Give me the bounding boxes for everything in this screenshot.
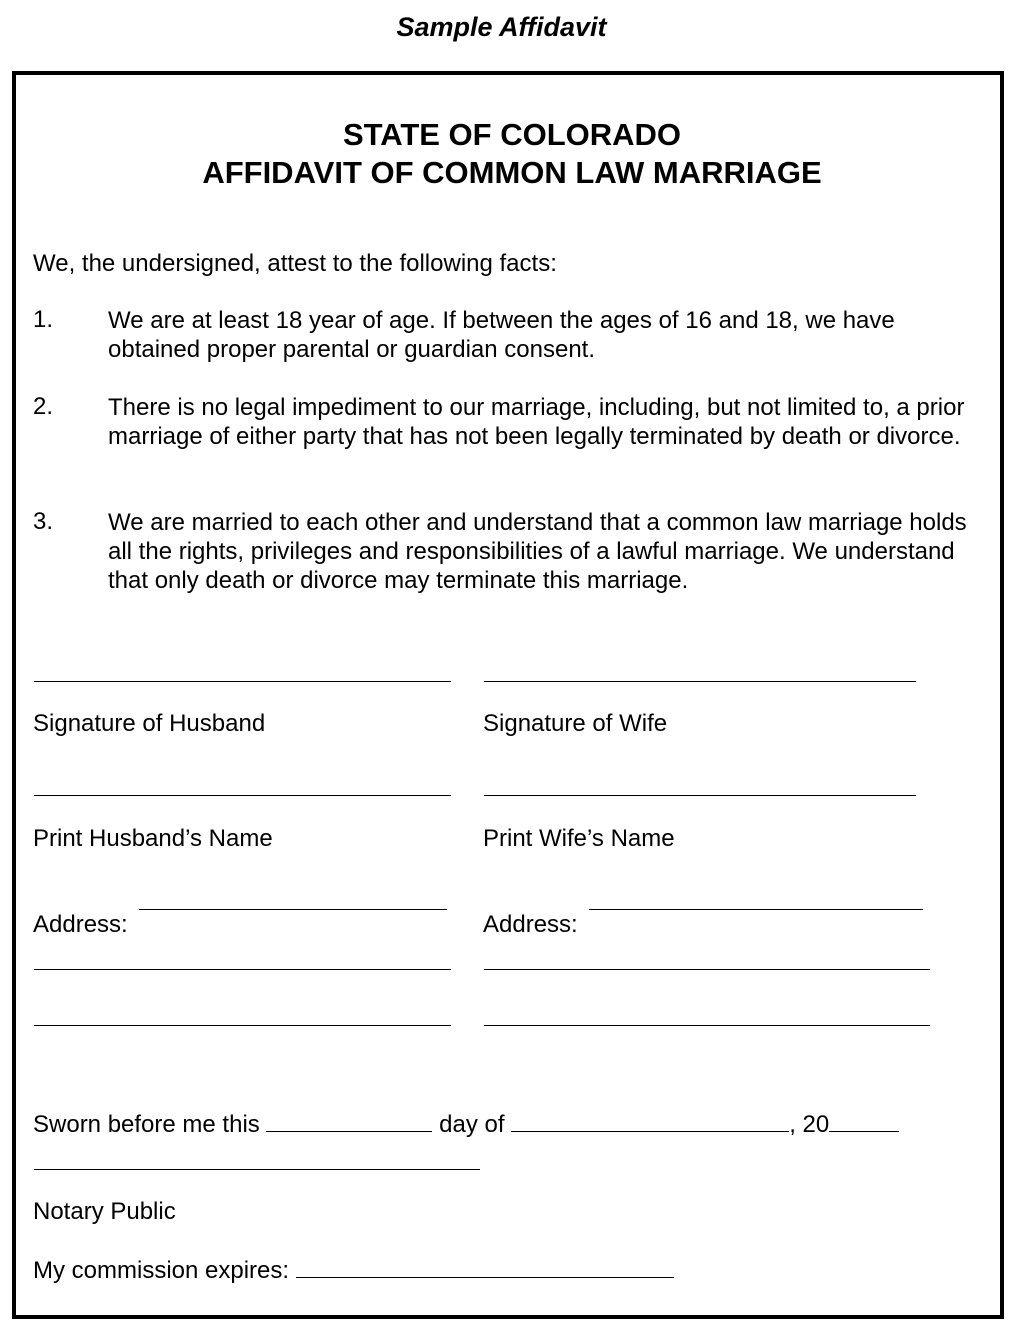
item-number: 3.	[33, 508, 54, 535]
husband-address-line-3[interactable]	[34, 1025, 451, 1026]
sworn-month-blank[interactable]	[511, 1111, 789, 1132]
notary-label: Notary Public	[33, 1198, 176, 1225]
commission-statement	[33, 1256, 674, 1285]
signature-wife-label: Signature of Wife	[483, 710, 668, 737]
item-text: There is no legal impediment to our marriage, including, but not limited to, a prior marriage of either party that has not been legally terminated by death or divorce.	[108, 394, 965, 450]
husband-signature-line[interactable]	[34, 681, 451, 682]
sworn-day-of: day of	[439, 1111, 505, 1138]
sworn-prefix: Sworn before me this	[33, 1111, 260, 1138]
document-caption: Sample Affidavit	[396, 12, 607, 42]
wife-address-label: Address:	[483, 911, 578, 938]
form-title-state: STATE OF COLORADO	[342, 117, 682, 152]
wife-name-line[interactable]	[484, 795, 916, 796]
commission-label: My commission expires:	[33, 1257, 290, 1284]
item-text: We are married to each other and understand that a common law marriage holds all the rights, privileges and responsibilities of a lawful marriage. We understand that only death or divorce may terminate this marriage.	[108, 509, 967, 594]
husband-address-line[interactable]	[139, 909, 447, 910]
print-husband-label: Print Husband’s Name	[33, 825, 273, 852]
item-text: We are at least 18 year of age. If between the ages of 16 and 18, we have obtained proper parental or guardian consent.	[108, 307, 895, 363]
print-wife-label: Print Wife’s Name	[483, 825, 675, 852]
husband-address-line-2[interactable]	[34, 969, 451, 970]
item-number: 1.	[33, 306, 54, 333]
intro-statement: We, the undersigned, attest to the following facts:	[33, 250, 557, 277]
commission-expiry-blank[interactable]	[296, 1257, 674, 1278]
sworn-year-prefix: , 20	[789, 1111, 830, 1138]
sworn-day-blank[interactable]	[266, 1111, 432, 1132]
wife-address-line-3[interactable]	[484, 1025, 930, 1026]
item-number: 2.	[33, 393, 54, 420]
signature-husband-label: Signature of Husband	[33, 710, 266, 737]
wife-signature-line[interactable]	[484, 681, 916, 682]
form-title-affidavit: AFFIDAVIT OF COMMON LAW MARRIAGE	[202, 155, 822, 190]
husband-name-line[interactable]	[34, 795, 451, 796]
notary-signature-line[interactable]	[34, 1169, 480, 1170]
sworn-statement	[33, 1110, 899, 1139]
wife-address-line-2[interactable]	[484, 969, 930, 970]
husband-address-label: Address:	[33, 911, 128, 938]
sworn-year-blank[interactable]	[829, 1111, 899, 1132]
wife-address-line[interactable]	[589, 909, 923, 910]
affidavit-form	[12, 71, 1004, 1319]
